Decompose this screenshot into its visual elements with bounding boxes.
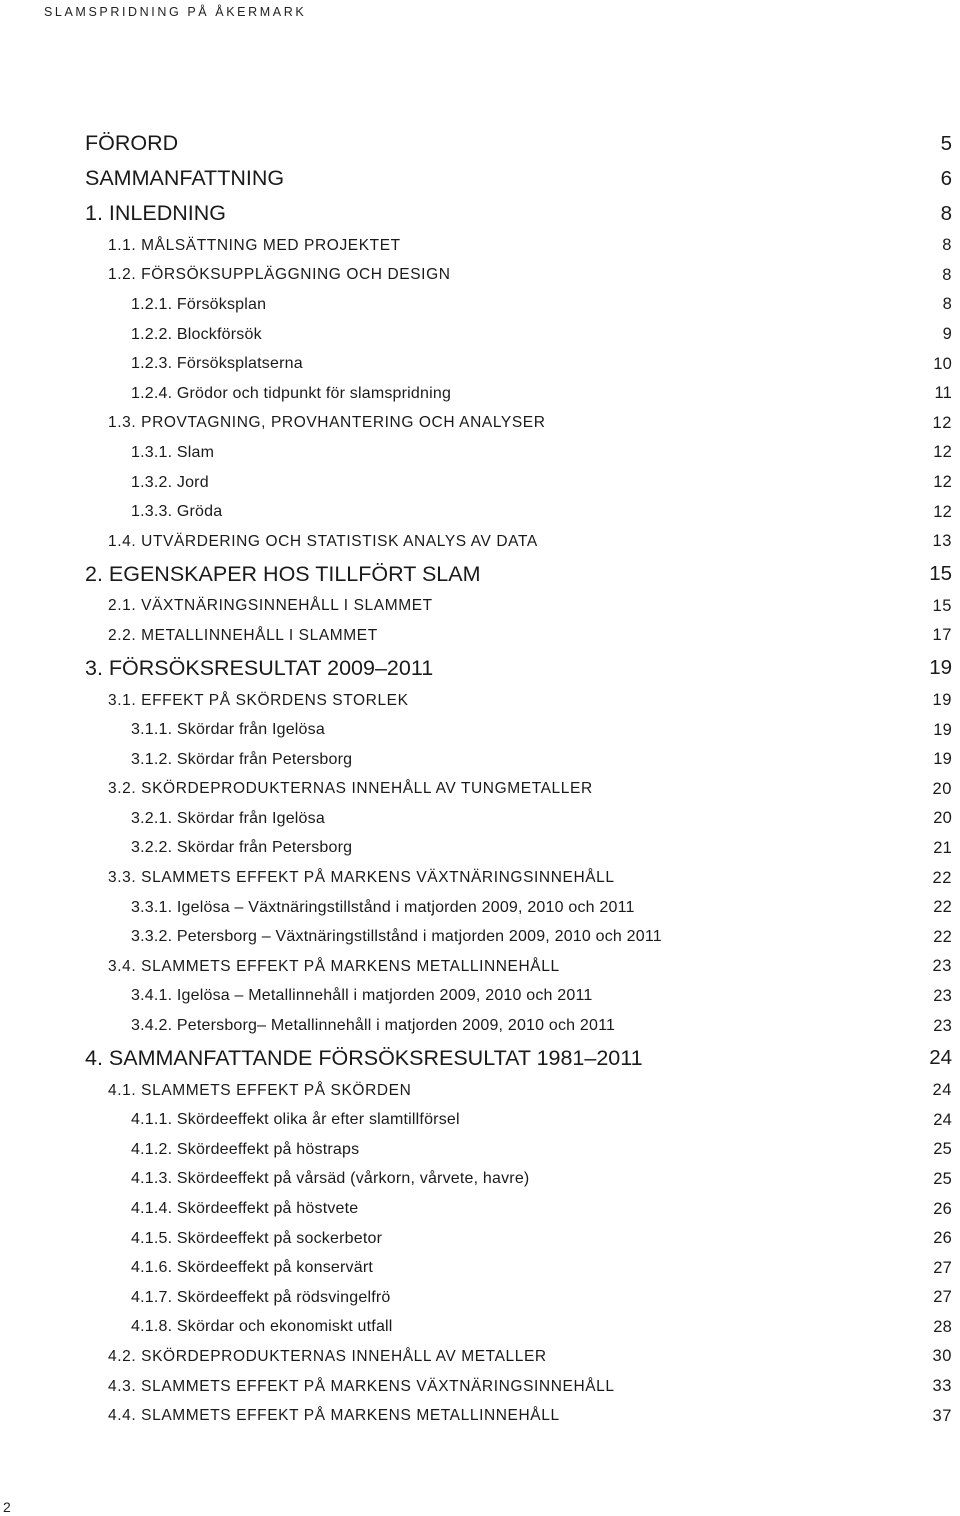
toc-entry-title: 3.2.2. Skördar från Petersborg: [131, 839, 353, 857]
toc-entry-title: 4. SAMMANFATTANDE FÖRSÖKSRESULTAT 1981–2011: [85, 1045, 643, 1070]
toc-entry-page: 22: [933, 898, 952, 917]
toc-subsection[interactable]: [0, 290, 960, 320]
toc-section[interactable]: [0, 775, 960, 805]
toc-entry-page: 8: [940, 201, 952, 225]
toc-entry-page: 19: [933, 720, 952, 739]
toc-subsection[interactable]: [0, 1224, 960, 1254]
toc-subsection[interactable]: [0, 1135, 960, 1165]
toc-section[interactable]: [0, 863, 960, 893]
toc-entry-title: 4.1.5. Skördeeffekt på sockerbetor: [131, 1229, 383, 1247]
toc-section[interactable]: [0, 1372, 960, 1402]
toc-entry-page: 10: [933, 354, 952, 373]
toc-entry-page: 15: [932, 596, 952, 615]
toc-section[interactable]: [0, 952, 960, 982]
toc-entry-title: 1. INLEDNING: [85, 201, 226, 225]
toc-entry-title: 4.1.1. Skördeeffekt olika år efter slamtillförsel: [131, 1111, 460, 1129]
toc-entry-title: 2.1. VÄXTNÄRINGSINNEHÅLL I SLAMMET: [108, 597, 433, 615]
toc-entry-title: 4.1.4. Skördeeffekt på höstvete: [131, 1200, 359, 1218]
toc-entry-page: 26: [933, 1199, 952, 1218]
toc-subsection[interactable]: [0, 1194, 960, 1224]
toc-section[interactable]: [0, 1076, 960, 1106]
toc-entry-title: 1.3. PROVTAGNING, PROVHANTERING OCH ANALYSER: [108, 414, 546, 432]
toc-entry-page: 12: [932, 413, 952, 432]
toc-section[interactable]: [0, 592, 960, 622]
toc-entry-page: 26: [933, 1229, 952, 1248]
toc-subsection[interactable]: [0, 893, 960, 923]
toc-entry-title: 1.2.2. Blockförsök: [131, 325, 262, 343]
toc-section[interactable]: [0, 1401, 960, 1431]
toc-subsection[interactable]: [0, 1165, 960, 1195]
toc-entry-title: 3.3.1. Igelösa – Växtnäringstillstånd i matjorden 2009, 2010 och 2011: [131, 898, 635, 916]
toc-entry-page: 15: [929, 562, 952, 586]
toc-entry-page: 12: [933, 443, 952, 462]
toc-subsection[interactable]: [0, 1105, 960, 1135]
toc-entry-page: 24: [929, 1046, 952, 1070]
toc-subsection[interactable]: [0, 922, 960, 952]
toc-entry-page: 22: [932, 868, 952, 887]
toc-subsection[interactable]: [0, 349, 960, 379]
table-of-contents: [0, 126, 960, 1431]
toc-entry-page: 20: [933, 809, 952, 828]
toc-chapter[interactable]: [0, 557, 960, 592]
toc-entry-title: 3.1. EFFEKT PÅ SKÖRDENS STORLEK: [108, 691, 409, 709]
toc-section[interactable]: [0, 231, 960, 261]
toc-entry-title: 1.3.1. Slam: [131, 443, 215, 461]
toc-entry-page: 12: [933, 473, 952, 492]
toc-section[interactable]: [0, 261, 960, 291]
toc-section[interactable]: [0, 621, 960, 651]
toc-entry-page: 20: [932, 779, 952, 798]
toc-entry-title: 3.2. SKÖRDEPRODUKTERNAS INNEHÅLL AV TUNGMETALLER: [108, 780, 593, 798]
toc-entry-page: 30: [932, 1347, 952, 1366]
toc-subsection[interactable]: [0, 715, 960, 745]
toc-entry-title: 4.1.8. Skördar och ekonomiskt utfall: [131, 1318, 393, 1336]
toc-subsection[interactable]: [0, 1283, 960, 1313]
toc-section[interactable]: [0, 527, 960, 557]
toc-entry-page: 21: [933, 838, 952, 857]
toc-subsection[interactable]: [0, 320, 960, 350]
toc-entry-page: 6: [940, 166, 952, 190]
toc-entry-page: 11: [934, 384, 952, 403]
toc-entry-title: 4.1.3. Skördeeffekt på vårsäd (vårkorn, vårvete, havre): [131, 1170, 530, 1188]
toc-entry-page: 9: [942, 325, 952, 344]
toc-entry-page: 17: [932, 626, 952, 645]
toc-entry-title: 4.2. SKÖRDEPRODUKTERNAS INNEHÅLL AV METALLER: [108, 1347, 547, 1365]
toc-subsection[interactable]: [0, 438, 960, 468]
toc-entry-title: 3.3. SLAMMETS EFFEKT PÅ MARKENS VÄXTNÄRINGSINNEHÅLL: [108, 869, 615, 887]
toc-entry-page: 33: [932, 1377, 952, 1396]
toc-entry-title: 3.2.1. Skördar från Igelösa: [131, 809, 325, 827]
toc-subsection[interactable]: [0, 804, 960, 834]
toc-entry-page: 19: [933, 750, 952, 769]
toc-chapter[interactable]: [0, 651, 960, 686]
toc-section[interactable]: [0, 409, 960, 439]
toc-entry-title: 1.4. UTVÄRDERING OCH STATISTISK ANALYS AV DATA: [108, 532, 538, 550]
toc-entry-title: 1.2.1. Försöksplan: [131, 295, 267, 313]
page-number: 2: [3, 1499, 11, 1515]
toc-entry-title: 2.2. METALLINNEHÅLL I SLAMMET: [108, 626, 378, 644]
toc-chapter[interactable]: [0, 1041, 960, 1076]
toc-subsection[interactable]: [0, 982, 960, 1012]
toc-entry-title: 1.2.3. Försöksplatserna: [131, 355, 303, 373]
toc-subsection[interactable]: [0, 379, 960, 409]
toc-subsection[interactable]: [0, 1313, 960, 1343]
toc-subsection[interactable]: [0, 1011, 960, 1041]
toc-entry-page: 27: [933, 1288, 952, 1307]
toc-entry-title: 4.4. SLAMMETS EFFEKT PÅ MARKENS METALLINNEHÅLL: [108, 1407, 560, 1425]
toc-entry-page: 37: [932, 1406, 952, 1425]
toc-entry-title: 4.1.2. Skördeeffekt på höstraps: [131, 1140, 360, 1158]
toc-subsection[interactable]: [0, 1253, 960, 1283]
toc-entry-page: 24: [932, 1081, 952, 1100]
toc-entry-page: 8: [942, 295, 952, 314]
toc-entry-title: 4.1. SLAMMETS EFFEKT PÅ SKÖRDEN: [108, 1081, 412, 1099]
toc-entry-title: 3.4.1. Igelösa – Metallinnehåll i matjorden 2009, 2010 och 2011: [131, 987, 593, 1005]
toc-entry-title: 3. FÖRSÖKSRESULTAT 2009–2011: [85, 655, 434, 680]
toc-subsection[interactable]: [0, 497, 960, 527]
toc-entry-title: 3.1.2. Skördar från Petersborg: [131, 750, 353, 768]
toc-entry-page: 23: [933, 1016, 952, 1035]
toc-entry-page: 25: [933, 1169, 952, 1188]
toc-entry-page: 24: [933, 1110, 952, 1129]
toc-entry-page: 23: [933, 986, 952, 1005]
toc-entry-title: 4.3. SLAMMETS EFFEKT PÅ MARKENS VÄXTNÄRINGSINNEHÅLL: [108, 1377, 615, 1395]
toc-entry-page: 27: [933, 1258, 952, 1277]
toc-entry-title: 1.2. FÖRSÖKSUPPLÄGGNING OCH DESIGN: [108, 266, 451, 284]
running-header: SLAMSPRIDNING PÅ ÅKERMARK: [44, 5, 307, 19]
toc-chapter[interactable]: [0, 196, 960, 231]
toc-entry-page: 25: [933, 1140, 952, 1159]
toc-entry-title: SAMMANFATTNING: [85, 166, 285, 190]
toc-entry-title: 2. EGENSKAPER HOS TILLFÖRT SLAM: [85, 561, 481, 586]
toc-entry-page: 5: [940, 131, 952, 155]
toc-entry-page: 8: [942, 236, 952, 255]
toc-entry-title: 3.3.2. Petersborg – Växtnäringstillstånd i matjorden 2009, 2010 och 2011: [131, 928, 662, 946]
toc-entry-page: 12: [933, 502, 952, 521]
toc-entry-title: 1.3.3. Gröda: [131, 503, 223, 521]
toc-entry-page: 19: [932, 691, 952, 710]
toc-subsection[interactable]: [0, 745, 960, 775]
toc-entry-page: 19: [929, 656, 952, 680]
toc-entry-title: 4.1.7. Skördeeffekt på rödsvingelfrö: [131, 1288, 391, 1306]
toc-entry-title: 1.3.2. Jord: [131, 473, 209, 491]
toc-section[interactable]: [0, 686, 960, 716]
toc-subsection[interactable]: [0, 834, 960, 864]
toc-entry-page: 13: [932, 532, 952, 551]
toc-chapter[interactable]: [0, 126, 960, 161]
toc-entry-page: 8: [942, 265, 952, 284]
toc-entry-page: 23: [932, 957, 952, 976]
toc-entry-title: 3.4. SLAMMETS EFFEKT PÅ MARKENS METALLINNEHÅLL: [108, 957, 560, 975]
toc-entry-title: 4.1.6. Skördeeffekt på konservärt: [131, 1259, 373, 1277]
toc-entry-title: FÖRORD: [85, 131, 179, 155]
toc-chapter[interactable]: [0, 161, 960, 196]
toc-entry-page: 22: [933, 927, 952, 946]
toc-subsection[interactable]: [0, 468, 960, 498]
toc-section[interactable]: [0, 1342, 960, 1372]
toc-entry-title: 3.4.2. Petersborg– Metallinnehåll i matjorden 2009, 2010 och 2011: [131, 1017, 616, 1035]
toc-entry-title: 1.1. MÅLSÄTTNING MED PROJEKTET: [108, 236, 401, 254]
toc-entry-page: 28: [933, 1317, 952, 1336]
toc-entry-title: 3.1.1. Skördar från Igelösa: [131, 721, 325, 739]
toc-entry-title: 1.2.4. Grödor och tidpunkt för slamspridning: [131, 384, 452, 402]
